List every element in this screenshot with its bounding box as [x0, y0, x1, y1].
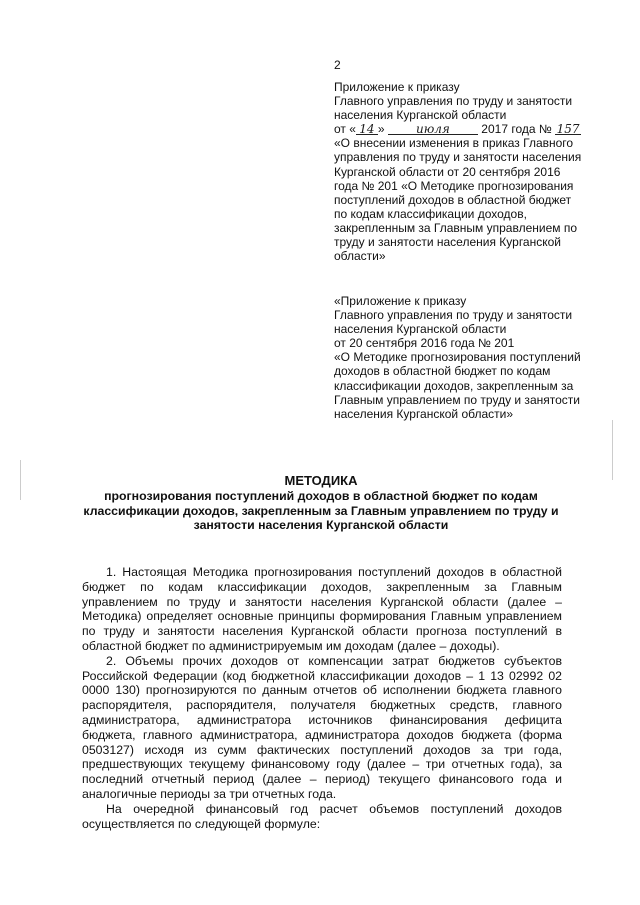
- appendix-line: Главного управления по труду и занятости: [334, 94, 573, 109]
- title-subtitle: прогнозирования поступлений доходов в областной бюджет по кодам классификации доходов, закрепленным за Главным управлением по труду и занятости населения Курганской области: [83, 488, 559, 533]
- appendix-original-block: [334, 294, 619, 421]
- subject-line: области»: [334, 249, 386, 264]
- date-mid: »: [377, 122, 385, 137]
- handwritten-month: июля: [388, 122, 478, 135]
- subject-line: «О внесении изменения в приказ Главного: [334, 136, 574, 151]
- appendix-line: Главным управлением по труду и занятости: [334, 392, 580, 407]
- subject-line: Курганской области от 20 сентября 2016: [334, 164, 561, 179]
- appendix-line: населения Курганской области: [334, 322, 507, 337]
- year-text: 2017 года №: [481, 122, 552, 137]
- order-date-line: [334, 122, 619, 136]
- paragraph-3: На очередной финансовый год расчет объемов поступлений доходов осуществляется по следующей формуле:: [82, 801, 562, 831]
- scan-edge-mark: [612, 420, 613, 480]
- appendix-line: «О Методике прогнозирования поступлений: [334, 350, 581, 365]
- appendix-line: населения Курганской области»: [334, 406, 514, 421]
- subject-line: закрепленным за Главным управлением по: [334, 220, 578, 235]
- appendix-order-block: [334, 80, 619, 263]
- document-body: [82, 565, 562, 831]
- paragraph-1: 1. Настоящая Методика прогнозирования поступлений доходов в областной бюджет по кодам классификации доходов, закрепленным за Главным управлением по труду и занятости населения Курганской области (далее – Методика) определяет основные принципы формирования Главным управлением по труду и занятости населения Курганской области прогноза поступлений в областной бюджет по администрируемым им доходам (далее – доходы).: [82, 565, 562, 653]
- appendix-line: «Приложение к приказу: [334, 294, 467, 308]
- paragraph-2: 2. Объемы прочих доходов от компенсации затрат бюджетов субъектов Российской Федерации (код бюджетной классификации доходов – 1 13 02992 02 0000 130) прогнозируются по данным отчетов об исполнении бюджета главного распорядителя, распорядителя, получателя бюджетных средств, главного администратора, администратора источников финансирования дефицита бюджета, главного администратора, администратора доходов бюджета (форма 0503127) исходя из сумм фактических поступлений доходов за три года, предшествующих текущему финансовому году (далее – три отчетных года), за последний отчетный период (далее – период) текущего финансового года и аналогичные периоды за три отчетных года.: [82, 653, 562, 801]
- handwritten-number: 157: [556, 122, 580, 137]
- document-title: [80, 474, 562, 533]
- appendix-line: Приложение к приказу: [334, 80, 460, 94]
- subject-line: года № 201 «О Методике прогнозирования: [334, 178, 574, 193]
- appendix-line: населения Курганской области: [334, 108, 507, 123]
- appendix-line: Главного управления по труду и занятости: [334, 308, 573, 323]
- title-main: МЕТОДИКА: [284, 473, 358, 488]
- subject-line: управления по труду и занятости населения: [334, 150, 582, 165]
- handwritten-day: 14: [356, 122, 378, 135]
- scan-edge-mark: [20, 460, 21, 500]
- subject-line: поступлений доходов в областной бюджет: [334, 192, 572, 207]
- page-number: 2: [334, 58, 341, 72]
- subject-line: труду и занятости населения Курганской: [334, 235, 561, 250]
- appendix-line: доходов в областной бюджет по кодам: [334, 364, 551, 379]
- appendix-line: от 20 сентября 2016 года № 201: [334, 336, 515, 351]
- subject-line: по кодам классификации доходов,: [334, 206, 527, 221]
- appendix-line: классификации доходов, закрепленным за: [334, 378, 574, 393]
- date-prefix: от «: [334, 122, 356, 137]
